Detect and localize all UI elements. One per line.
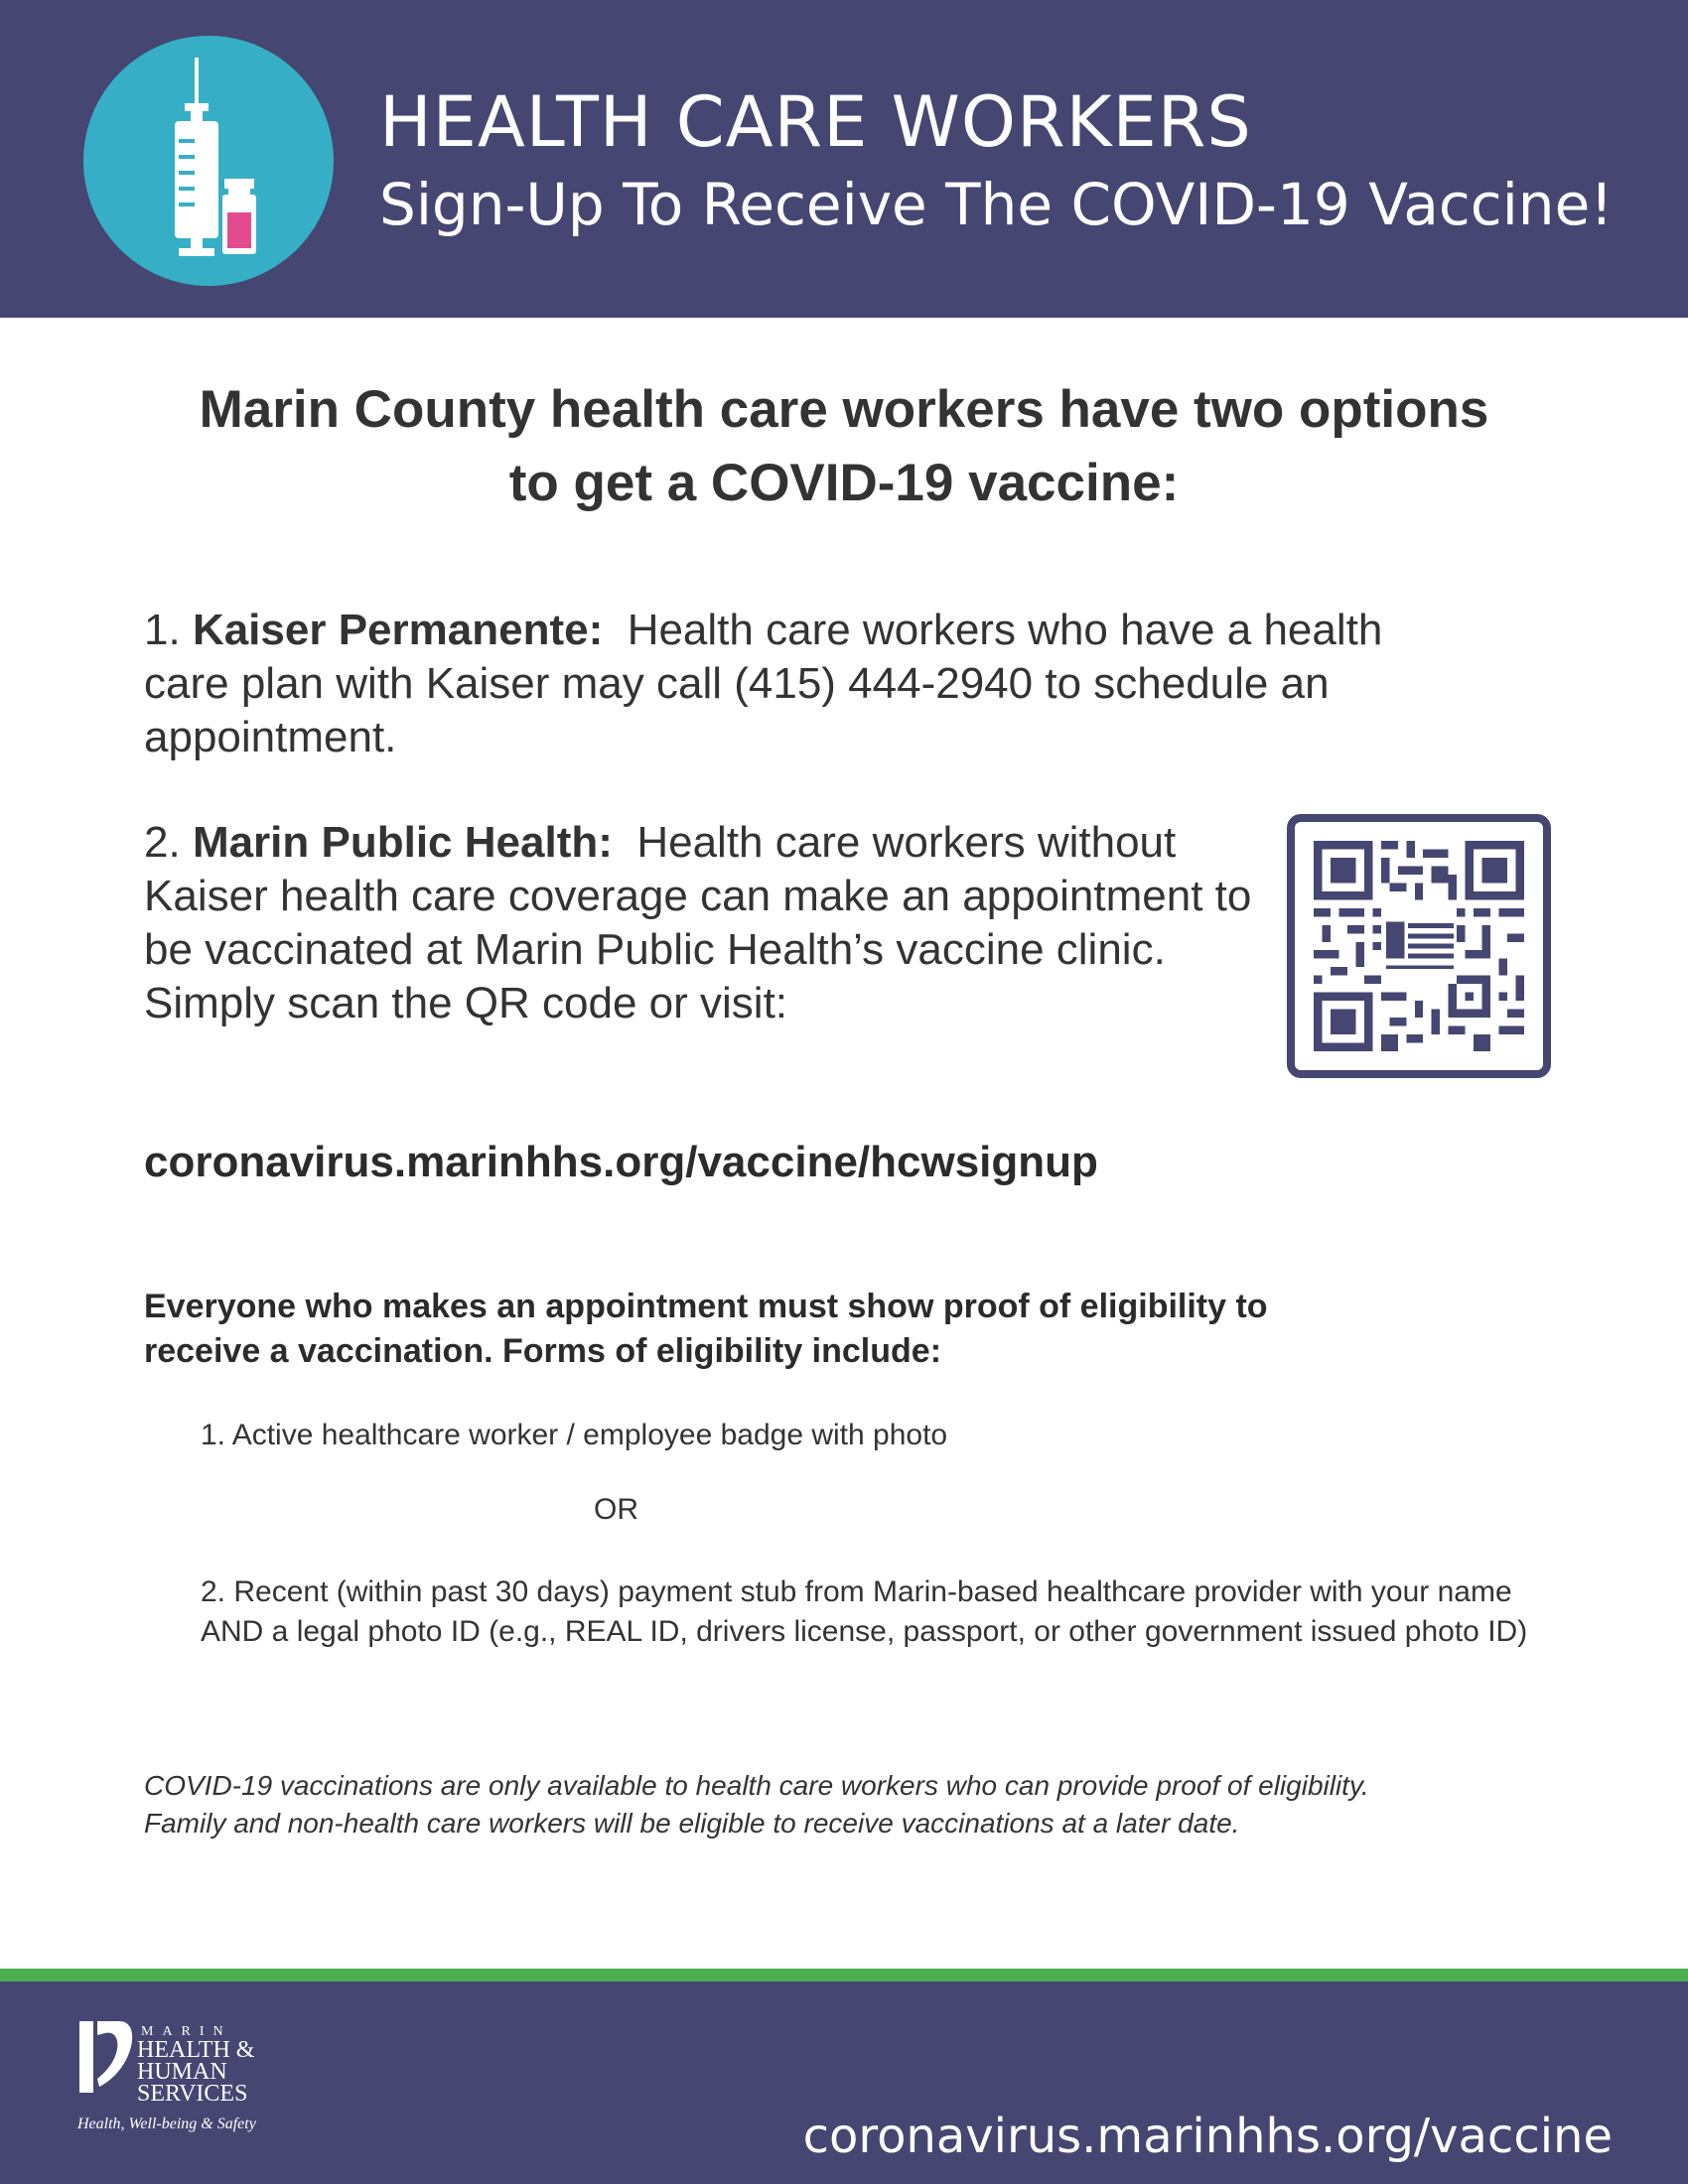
header-title: HEALTH CARE WORKERS <box>379 81 1252 163</box>
eligibility-heading-line1: Everyone who makes an appointment must show proof of eligibility to <box>144 1288 1268 1325</box>
eligibility-heading <box>144 1285 1534 1374</box>
qr-code-icon <box>1314 841 1524 1051</box>
footer-stripe <box>0 1969 1688 1981</box>
qr-code[interactable] <box>1287 814 1551 1078</box>
org-line2: HUMAN <box>137 2059 227 2085</box>
org-line1: HEALTH & <box>137 2037 255 2063</box>
footer-url-link[interactable]: coronavirus.marinhhs.org/vaccine <box>802 2109 1613 2164</box>
marin-hhs-logo-icon <box>75 2019 334 2148</box>
option-number: 2. <box>144 818 181 867</box>
signup-url-link[interactable]: coronavirus.marinhhs.org/vaccine/hcwsignup <box>144 1138 1098 1186</box>
eligibility-heading-line2: receive a vaccination. Forms of eligibility include: <box>144 1332 942 1370</box>
org-line3: SERVICES <box>137 2081 248 2107</box>
header-subtitle: Sign-Up To Receive The COVID-19 Vaccine! <box>379 171 1614 238</box>
option-number: 1. <box>144 606 181 654</box>
main-heading-line2: to get a COVID-19 vaccine: <box>508 454 1180 512</box>
org-logo <box>75 2019 334 2148</box>
eligibility-item-badge: 1. Active healthcare worker / employee badge with photo <box>201 1419 948 1451</box>
note-line2: Family and non-health care workers will be eligible to receive vaccinations at a later date. <box>144 1808 1240 1839</box>
option-kaiser <box>144 604 1435 764</box>
option-text: Health care workers who have a health care plan with Kaiser may call (415) 444-2940 to schedule an appointment. <box>144 606 1383 761</box>
eligibility-or: OR <box>594 1493 638 1526</box>
option-text: Health care workers without Kaiser health care coverage can make an appointment to be vaccinated at Marin Public Health’s vaccine clinic. Simply scan the QR code or visit: <box>144 818 1252 1027</box>
option-name: Marin Public Health: <box>192 818 613 867</box>
org-tagline: Health, Well-being & Safety <box>77 2116 256 2132</box>
header-banner <box>0 0 1688 318</box>
main-heading <box>0 373 1688 520</box>
option-marin-public-health <box>144 816 1256 1030</box>
option-name: Kaiser Permanente: <box>192 606 604 654</box>
syringe-vial-icon <box>83 36 334 286</box>
eligibility-item-paystub: 2. Recent (within past 30 days) payment stub from Marin-based healthcare provider with your name AND a legal photo ID (e.g., REAL ID, drivers license, passport, or other government issued photo ID) <box>201 1575 1528 1648</box>
vaccine-logo <box>83 36 334 286</box>
main-heading-line1: Marin County health care workers have two options <box>199 380 1489 439</box>
note-line1: COVID-19 vaccinations are only available to health care workers who can provide proof of eligibility. <box>144 1770 1369 1801</box>
org-marin: MARIN <box>141 2024 232 2039</box>
eligibility-note <box>144 1767 1584 1843</box>
